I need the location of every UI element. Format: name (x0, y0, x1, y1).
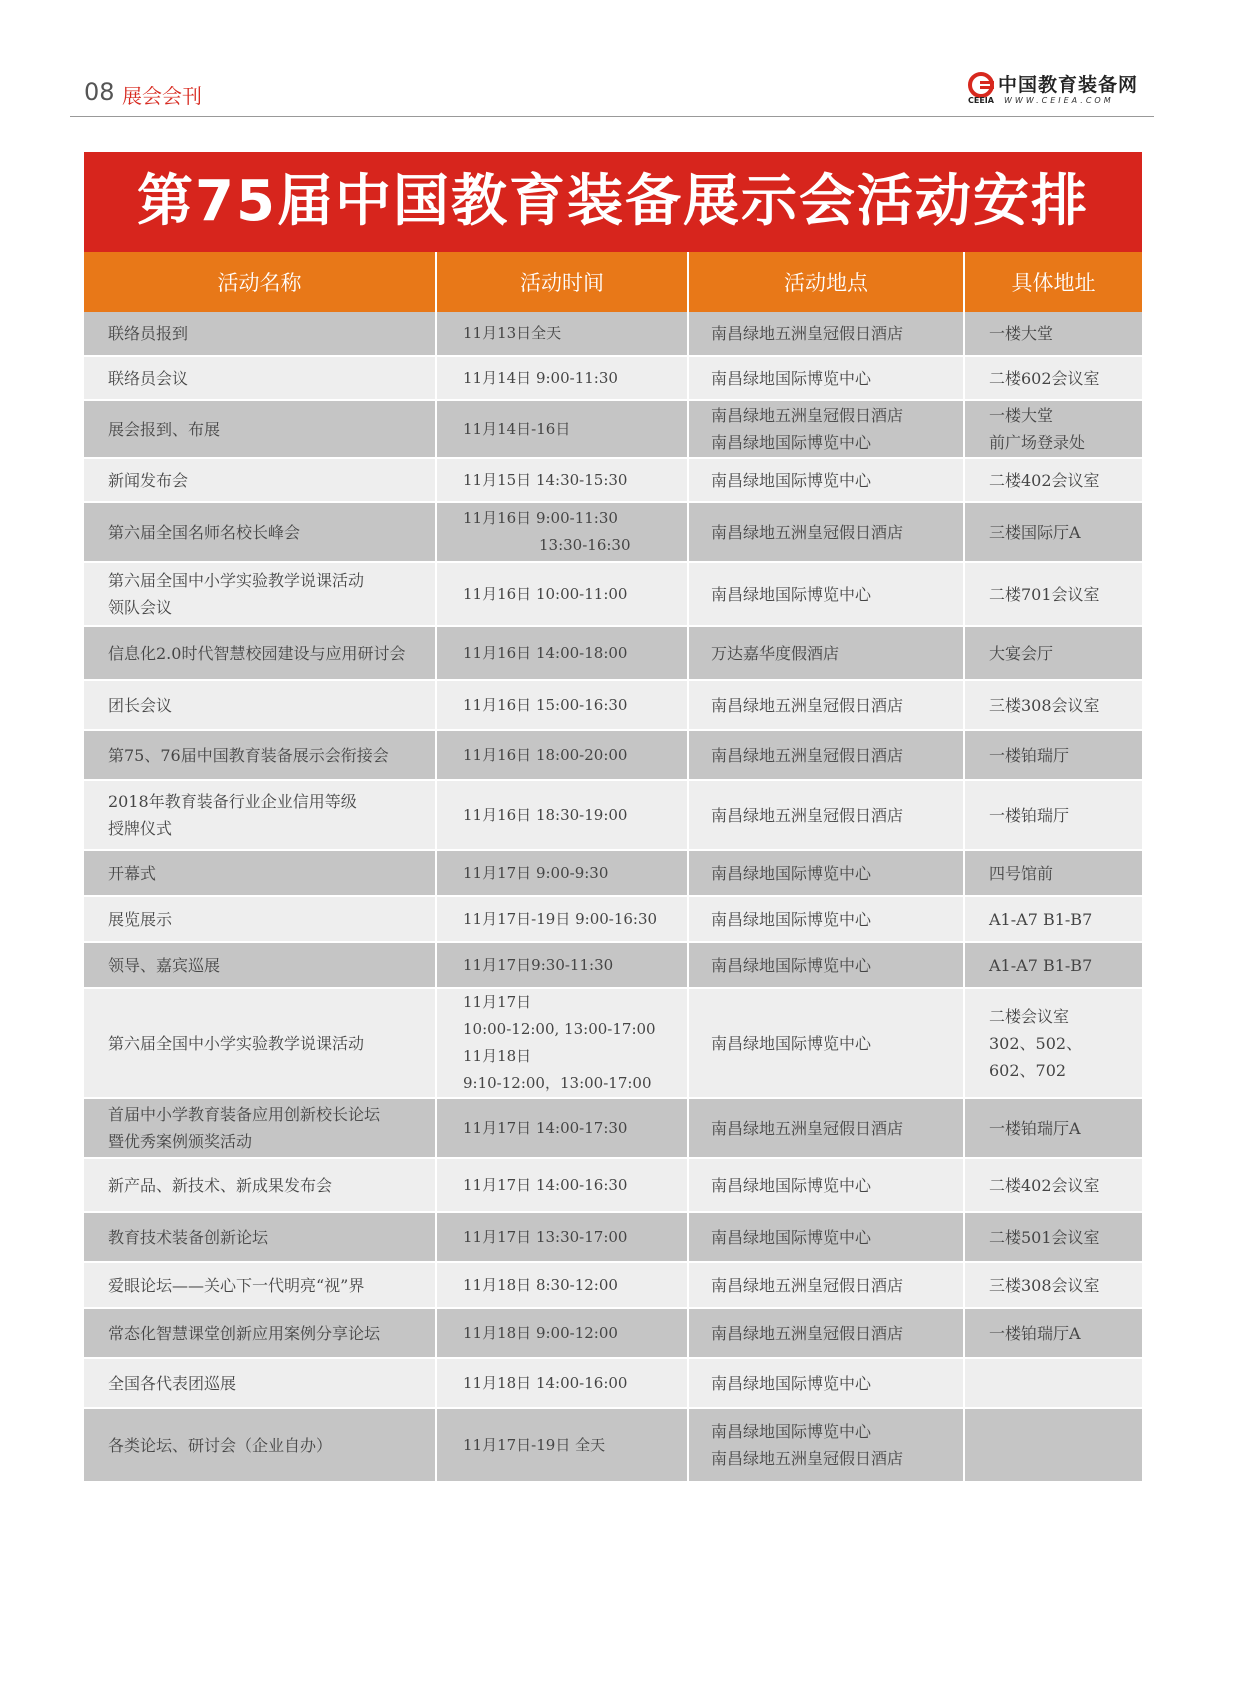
cell-line: 一楼铂瑞厅 (989, 805, 1070, 825)
cell-place (688, 458, 964, 502)
cell-time (436, 458, 688, 502)
page-header (0, 0, 1240, 120)
cell-address (964, 680, 1142, 730)
cell-line: 首届中小学教育装备应用创新校长论坛 (108, 1105, 381, 1124)
table-row (84, 312, 1142, 356)
cell-line: 南昌绿地国际博览中心 (711, 863, 872, 883)
cell-line: 11月16日 10:00-11:00 (463, 584, 628, 603)
cell-line: 11月16日 15:00-16:30 (463, 695, 628, 714)
cell-line: 11月17日-19日 9:00-16:30 (463, 909, 658, 928)
cell-line: 11月15日 14:30-15:30 (463, 470, 628, 489)
cell-line: 三楼308会议室 (989, 1275, 1100, 1295)
cell-line: 11月16日 18:30-19:00 (463, 805, 628, 824)
cell-place (688, 942, 964, 988)
table-row (84, 850, 1142, 896)
cell-address (964, 850, 1142, 896)
cell-time (436, 850, 688, 896)
cell-name (84, 680, 436, 730)
cell-line: 暨优秀案例颁奖活动 (108, 1132, 253, 1151)
cell-line: 南昌绿地国际博览中心 (711, 584, 872, 604)
cell-name (84, 730, 436, 780)
cell-place (688, 1308, 964, 1358)
cell-name (84, 1098, 436, 1158)
cell-place (688, 1098, 964, 1158)
schedule-title: 第75届中国教育装备展示会活动安排 (84, 152, 1142, 252)
cell-place (688, 502, 964, 562)
cell-name (84, 780, 436, 850)
cell-line: 11月17日 9:00-9:30 (463, 863, 609, 882)
cell-line: 授牌仪式 (108, 819, 173, 838)
cell-line: 三楼国际厅A (989, 522, 1081, 542)
cell-line: 11月17日9:30-11:30 (463, 955, 614, 974)
table-row (84, 680, 1142, 730)
cell-address (964, 1098, 1142, 1158)
cell-address (964, 730, 1142, 780)
cell-line: 2018年教育装备行业企业信用等级 (108, 792, 357, 811)
table-row (84, 1358, 1142, 1408)
cell-line: 11月14日 9:00-11:30 (463, 368, 618, 387)
table-row (84, 988, 1142, 1098)
cell-place (688, 730, 964, 780)
header-divider (70, 116, 1154, 117)
cell-address (964, 312, 1142, 356)
cell-line: 南昌绿地五洲皇冠假日酒店 (711, 695, 904, 715)
cell-line: 302、502、 (989, 1033, 1083, 1053)
column-header-address: 具体地址 (964, 252, 1142, 312)
cell-name (84, 1262, 436, 1308)
cell-line: 第六届全国中小学实验教学说课活动 (108, 1033, 365, 1053)
cell-line: 团长会议 (108, 695, 173, 715)
cell-line: 一楼大堂 (989, 406, 1054, 425)
logo-abbreviation: CEEIA (968, 96, 994, 105)
cell-line: 9:10-12:00，13:00-17:00 (463, 1074, 652, 1092)
table-row (84, 458, 1142, 502)
cell-time (436, 680, 688, 730)
cell-line: 二楼会议室 (989, 1006, 1070, 1026)
cell-name (84, 850, 436, 896)
cell-line: 二楼402会议室 (989, 1175, 1100, 1195)
cell-line: 一楼铂瑞厅 (989, 745, 1070, 765)
cell-time (436, 988, 688, 1098)
cell-address (964, 458, 1142, 502)
cell-line: 11月18日 (463, 1047, 532, 1065)
cell-line: A1-A7 B1-B7 (989, 909, 1093, 929)
cell-line: 第六届全国名师名校长峰会 (108, 522, 301, 542)
cell-time (436, 942, 688, 988)
cell-place (688, 1158, 964, 1212)
schedule-table (84, 252, 1142, 1483)
cell-line: 南昌绿地国际博览中心 (711, 1227, 872, 1247)
cell-line: 11月18日 14:00-16:00 (463, 1373, 628, 1392)
cell-line: 11月17日-19日 全天 (463, 1435, 606, 1454)
cell-line: 前广场登录处 (989, 433, 1086, 452)
cell-line: 一楼大堂 (989, 324, 1054, 343)
cell-line: 新产品、新技术、新成果发布会 (108, 1175, 333, 1195)
cell-line: 爱眼论坛——关心下一代明亮“视”界 (108, 1275, 365, 1295)
cell-time (436, 502, 688, 562)
cell-line: 各类论坛、研讨会（企业自办） (108, 1435, 333, 1455)
cell-name (84, 400, 436, 458)
cell-address (964, 400, 1142, 458)
cell-name (84, 626, 436, 680)
cell-name (84, 312, 436, 356)
table-row (84, 626, 1142, 680)
cell-place (688, 626, 964, 680)
cell-line: 南昌绿地五洲皇冠假日酒店 (711, 1118, 904, 1138)
cell-time (436, 312, 688, 356)
cell-line: 一楼铂瑞厅A (989, 1118, 1081, 1138)
cell-time (436, 730, 688, 780)
logo-chinese-name: 中国教育装备网 (998, 74, 1139, 96)
table-row (84, 1098, 1142, 1158)
cell-name (84, 1408, 436, 1482)
cell-line: 领队会议 (108, 598, 173, 617)
cell-place (688, 562, 964, 626)
cell-line: 南昌绿地国际博览中心 (711, 368, 872, 388)
section-title: 展会会刊 (122, 84, 202, 108)
cell-line: 信息化2.0时代智慧校园建设与应用研讨会 (108, 643, 406, 663)
cell-place (688, 680, 964, 730)
cell-time (436, 356, 688, 400)
cell-name (84, 1158, 436, 1212)
cell-line: 11月17日 14:00-16:30 (463, 1175, 628, 1194)
cell-line: 南昌绿地五洲皇冠假日酒店 (711, 324, 904, 343)
cell-address (964, 502, 1142, 562)
cell-line: 南昌绿地五洲皇冠假日酒店 (711, 406, 904, 425)
cell-line: 南昌绿地五洲皇冠假日酒店 (711, 522, 904, 542)
cell-address (964, 1408, 1142, 1482)
cell-name (84, 988, 436, 1098)
cell-address (964, 988, 1142, 1098)
cell-name (84, 562, 436, 626)
cell-time (436, 1308, 688, 1358)
table-row (84, 502, 1142, 562)
cell-line: 南昌绿地国际博览中心 (711, 470, 872, 490)
table-row (84, 730, 1142, 780)
cell-name (84, 502, 436, 562)
cell-line: 三楼308会议室 (989, 695, 1100, 715)
cell-line: 二楼701会议室 (989, 584, 1100, 604)
cell-place (688, 1212, 964, 1262)
cell-line: 南昌绿地国际博览中心 (711, 1422, 872, 1441)
column-header-place: 活动地点 (688, 252, 964, 312)
cell-place (688, 780, 964, 850)
table-row (84, 1158, 1142, 1212)
cell-time (436, 562, 688, 626)
page-number: 08 (84, 78, 115, 106)
cell-place (688, 850, 964, 896)
cell-line: 南昌绿地国际博览中心 (711, 1175, 872, 1195)
cell-address (964, 356, 1142, 400)
cell-address (964, 1358, 1142, 1408)
table-row (84, 562, 1142, 626)
cell-line: 南昌绿地国际博览中心 (711, 1033, 872, 1053)
cell-line: 南昌绿地国际博览中心 (711, 433, 872, 452)
table-row (84, 942, 1142, 988)
cell-time (436, 780, 688, 850)
cell-line: 11月17日 13:30-17:00 (463, 1227, 628, 1246)
cell-place (688, 896, 964, 942)
cell-time (436, 1212, 688, 1262)
cell-line: 领导、嘉宾巡展 (108, 955, 221, 975)
cell-address (964, 1158, 1142, 1212)
cell-time (436, 896, 688, 942)
table-row (84, 1212, 1142, 1262)
cell-line: 11月18日 8:30-12:00 (463, 1275, 618, 1294)
cell-address (964, 626, 1142, 680)
cell-line: 11月17日 (463, 993, 532, 1011)
cell-place (688, 988, 964, 1098)
cell-line: 第六届全国中小学实验教学说课活动 (108, 571, 365, 590)
table-row (84, 780, 1142, 850)
cell-line: 全国各代表团巡展 (108, 1373, 237, 1393)
cell-name (84, 942, 436, 988)
cell-line: 南昌绿地五洲皇冠假日酒店 (711, 1323, 904, 1343)
cell-line: 13:30-16:30 (539, 536, 631, 554)
cell-line: 11月14日-16日 (463, 419, 571, 438)
cell-name (84, 458, 436, 502)
cell-address (964, 896, 1142, 942)
cell-line: 南昌绿地国际博览中心 (711, 909, 872, 929)
cell-time (436, 1098, 688, 1158)
cell-name (84, 1358, 436, 1408)
cell-line: 万达嘉华度假酒店 (711, 643, 840, 663)
cell-line: 二楼501会议室 (989, 1227, 1100, 1247)
cell-line: 新闻发布会 (108, 470, 189, 490)
cell-address (964, 942, 1142, 988)
cell-line: 南昌绿地五洲皇冠假日酒店 (711, 745, 904, 765)
cell-line: 第75、76届中国教育装备展示会衔接会 (108, 745, 389, 765)
cell-name (84, 1212, 436, 1262)
cell-time (436, 626, 688, 680)
cell-line: 10:00-12:00, 13:00-17:00 (463, 1020, 656, 1038)
cell-line: 展览展示 (108, 909, 173, 929)
table-header-row (84, 252, 1142, 312)
cell-line: 教育技术装备创新论坛 (108, 1227, 269, 1247)
cell-time (436, 1358, 688, 1408)
cell-name (84, 1308, 436, 1358)
cell-address (964, 1262, 1142, 1308)
table-row (84, 1308, 1142, 1358)
cell-line: 11月18日 9:00-12:00 (463, 1323, 618, 1342)
ceeia-logo-icon (968, 72, 994, 98)
cell-line: 11月16日 9:00-11:30 (463, 509, 618, 527)
cell-line: 602、702 (989, 1060, 1067, 1080)
cell-address (964, 780, 1142, 850)
cell-line: 11月16日 14:00-18:00 (463, 643, 628, 662)
table-row (84, 896, 1142, 942)
cell-line: 11月16日 18:00-20:00 (463, 745, 628, 764)
cell-line: 联络员报到 (108, 324, 189, 343)
cell-line: A1-A7 B1-B7 (989, 955, 1093, 975)
cell-line: 南昌绿地五洲皇冠假日酒店 (711, 1449, 904, 1468)
cell-line: 11月17日 14:00-17:30 (463, 1118, 628, 1137)
cell-name (84, 896, 436, 942)
cell-time (436, 1262, 688, 1308)
logo-url: WWW.CEIEA.COM (1004, 96, 1114, 105)
cell-line: 南昌绿地国际博览中心 (711, 1373, 872, 1393)
cell-name (84, 356, 436, 400)
table-row (84, 356, 1142, 400)
cell-place (688, 356, 964, 400)
cell-address (964, 1308, 1142, 1358)
cell-line: 南昌绿地五洲皇冠假日酒店 (711, 1275, 904, 1295)
cell-place (688, 1358, 964, 1408)
cell-line: 常态化智慧课堂创新应用案例分享论坛 (108, 1323, 381, 1343)
cell-time (436, 1158, 688, 1212)
column-header-name: 活动名称 (84, 252, 436, 312)
cell-place (688, 1262, 964, 1308)
cell-line: 联络员会议 (108, 368, 189, 388)
cell-place (688, 400, 964, 458)
cell-line: 南昌绿地五洲皇冠假日酒店 (711, 805, 904, 825)
table-row (84, 1408, 1142, 1482)
cell-address (964, 562, 1142, 626)
cell-line: 大宴会厅 (989, 643, 1054, 663)
cell-line: 一楼铂瑞厅A (989, 1323, 1081, 1343)
cell-time (436, 1408, 688, 1482)
cell-address (964, 1212, 1142, 1262)
cell-line: 11月13日全天 (463, 324, 562, 342)
ceeia-logo (968, 72, 1148, 106)
column-header-time: 活动时间 (436, 252, 688, 312)
table-row (84, 400, 1142, 458)
cell-time (436, 400, 688, 458)
cell-place (688, 1408, 964, 1482)
cell-place (688, 312, 964, 356)
schedule-body (84, 312, 1142, 1482)
table-row (84, 1262, 1142, 1308)
cell-line: 二楼402会议室 (989, 470, 1100, 490)
cell-line: 开幕式 (108, 863, 157, 883)
cell-line: 二楼602会议室 (989, 368, 1100, 388)
cell-line: 南昌绿地国际博览中心 (711, 955, 872, 975)
cell-line: 展会报到、布展 (108, 419, 221, 439)
cell-line: 四号馆前 (989, 863, 1054, 883)
